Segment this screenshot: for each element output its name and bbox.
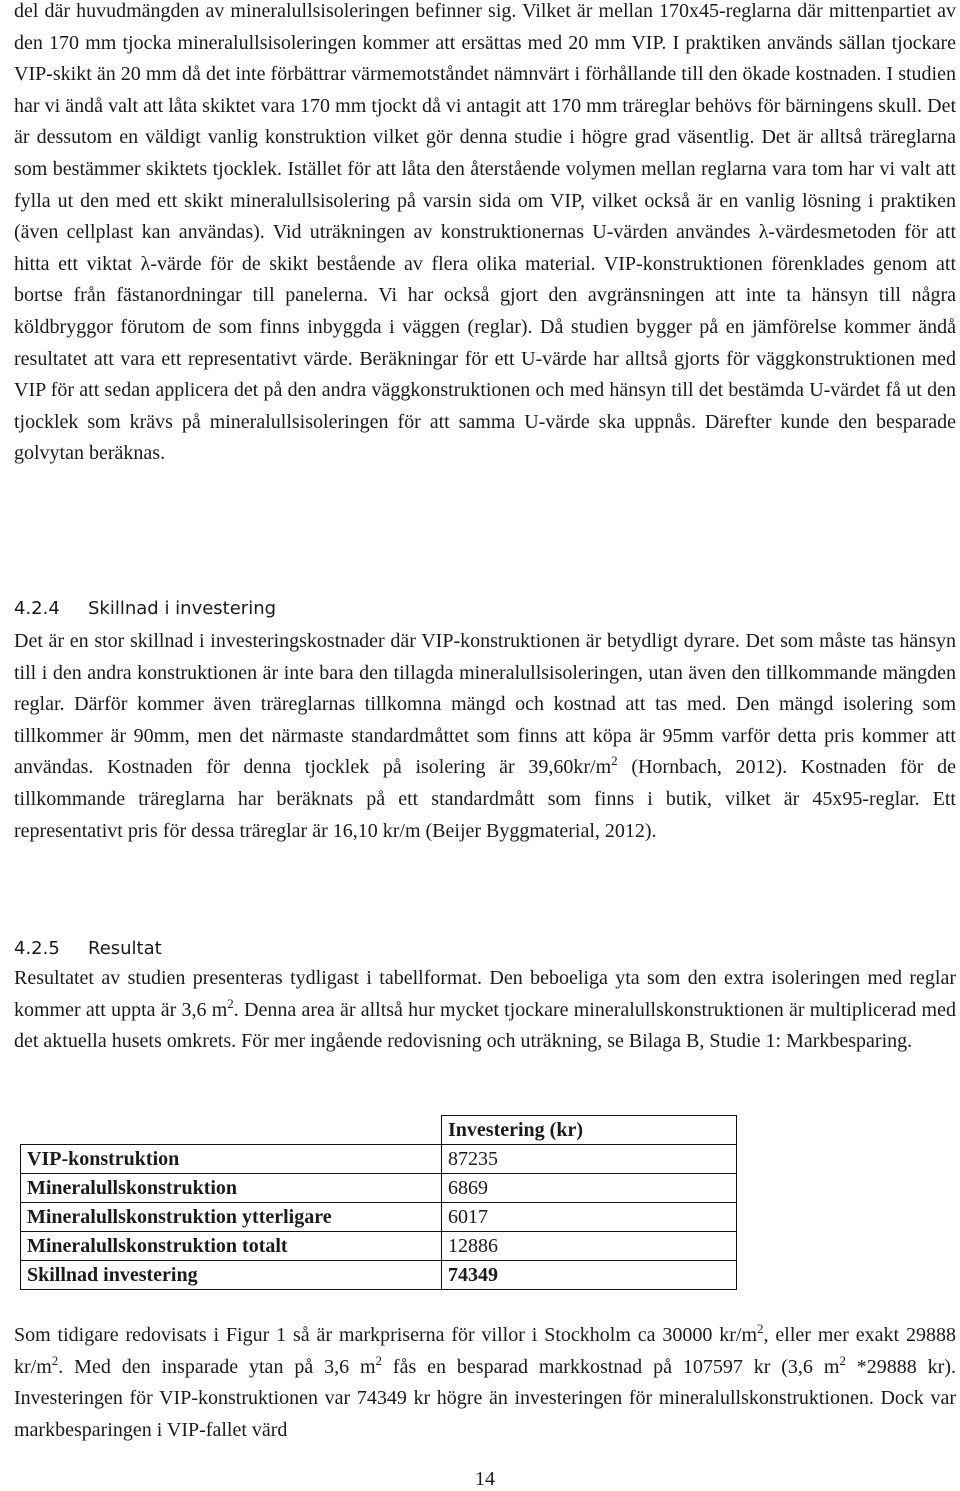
paragraph-text: Som tidigare redovisats i Figur 1 så är markpriserna för villor i Stockholm ca 30000 kr/m: [14, 1324, 758, 1346]
paragraph-text: , eller mer exakt 29888 kr/m: [14, 1324, 956, 1378]
superscript: 2: [227, 995, 234, 1011]
paragraph-text: fås en besparad markkostnad på 107597 kr (3,6 m: [382, 1355, 840, 1378]
table-corner-cell: [21, 1116, 442, 1145]
row-label: Mineralullskonstruktion ytterligare: [21, 1203, 442, 1232]
table-row: [21, 1145, 737, 1174]
section-heading-4-2-4: [14, 597, 956, 621]
superscript: 2: [757, 1321, 764, 1336]
row-value: 74349: [442, 1261, 737, 1290]
paragraph-text: *29888 kr). Investeringen för VIP-konstruktionen var 74349 kr högre än investeringen för mineralullskonstruktionen. Dock var markbesparingen i VIP-fallet värd: [14, 1355, 956, 1441]
superscript: 2: [839, 1352, 846, 1368]
section-number: 4.2.5: [14, 938, 60, 959]
superscript: 2: [611, 753, 618, 769]
table-row: [21, 1174, 737, 1203]
investment-table: [20, 1115, 737, 1290]
page-number: 14: [475, 1468, 495, 1490]
section-title: Skillnad i investering: [88, 598, 277, 619]
paragraph-text: Resultatet av studien presenteras tydligast i tabellformat. Den beboeliga yta som den extra isoleringen med reglar kommer att uppta är 3,6 m: [14, 967, 956, 1021]
row-label: Mineralullskonstruktion: [21, 1174, 442, 1203]
table-column-header: Investering (kr): [442, 1116, 737, 1145]
table-row: [21, 1203, 737, 1232]
section-number: 4.2.4: [14, 598, 60, 619]
table-header-row: [21, 1116, 737, 1145]
paragraph-text: Det är en stor skillnad i investeringskostnader där VIP-konstruktionen är betydligt dyrare. Det som måste tas hänsyn till i den andra konstruktionen är inte bara den tillagda mineralullsisoleringen, utan även den tillkommande mängden reglar. Därför kommer även träreglarnas tillkomna mängd och kostnad att tas med. Den mängd isolering som tillkommer är 90mm, men det närmaste standardmåttet som finns att köpa är 95mm varför detta pris kommer att användas. Kostnaden för denna tjocklek på isolering är 39,60kr/m: [14, 630, 956, 779]
superscript: 2: [375, 1352, 383, 1368]
superscript: 2: [51, 1352, 59, 1368]
paragraph-text: . Med den insparade ytan på 3,6 m: [58, 1355, 376, 1378]
section-heading-4-2-5: [14, 937, 956, 961]
paragraph-method: del där huvudmängden av mineralullsisoleringen befinner sig. Vilket är mellan 170x45-reglarna där mittenpartiet av den 170 mm tjocka mineralullsisoleringen kommer att ersättas med 20 mm VIP. I praktiken används sällan tjockare VIP-skikt än 20 mm då det inte förbättrar värmemotståndet nämnvärt i förhållande till den ökade kostnaden. I studien har vi ändå valt att låta skiktet vara 170 mm tjockt då vi antagit att 170 mm träreglar behövs för bärningens skull. Det är dessutom en väldigt vanlig konstruktion vilket gör denna studie i högre grad väsentlig. Det är alltså träreglarna som bestämmer skiktets tjocklek. Istället för att låta den återstående volymen mellan reglarna vara tom har vi valt att fylla ut den med ett skikt mineralullsisolering på varsin sida om VIP, vilket också är en vanlig lösning i praktiken (även cellplast kan användas). Vid uträkningen av konstruktionernas U-värden användes λ-värdesmetoden för att hitta ett viktat λ-värde för de skikt bestående av flera olika material. VIP-konstruktionen förenklades genom att bortse från fästanordningar till panelerna. Vi har också gjort den avgränsningen att inte ta hänsyn till några köldbryggor förutom de som finns inbyggda i väggen (reglar). Då studien bygger på en jämförelse kommer ändå resultatet att vara ett representativt värde. Beräkningar för ett U-värde har alltså gjorts för väggkonstruktionen med VIP för att sedan applicera det på den andra väggkonstruktionen och med hänsyn till det bestämda U-värdet få ut den tjocklek som krävs på mineralullsisoleringen för att samma U-värde ska uppnås. Därefter kunde den besparade golvytan beräknas.: [14, 0, 956, 465]
table-row: [21, 1232, 737, 1261]
row-value: 12886: [442, 1232, 737, 1261]
row-value: 87235: [442, 1145, 737, 1174]
row-value: 6869: [442, 1174, 737, 1203]
row-value: 6017: [442, 1203, 737, 1232]
row-label: Mineralullskonstruktion totalt: [21, 1232, 442, 1261]
paragraph-text: . Denna area är alltså hur mycket tjockare mineralullskonstruktionen är multiplicerad med det aktuella husets omkrets. För mer ingående redovisning och uträkning, se Bilaga B, Studie 1: Markbesparing.: [14, 998, 956, 1053]
paragraph-land-cost: [14, 1320, 956, 1446]
paragraph-text: (Hornbach, 2012). Kostnaden för de tillkommande träreglarna har beräknats på ett standardmått som finns i butik, vilket är 45x95-reglar. Ett representativt pris för dessa träreglar är 16,10 kr/m (Beijer Byggmaterial, 2012).: [14, 756, 956, 842]
row-label: VIP-konstruktion: [21, 1145, 442, 1174]
row-label: Skillnad investering: [21, 1261, 442, 1290]
paragraph-investment: [14, 626, 956, 847]
table-row-total: [21, 1261, 737, 1290]
paragraph-result: [14, 963, 956, 1058]
section-title: Resultat: [88, 938, 162, 959]
